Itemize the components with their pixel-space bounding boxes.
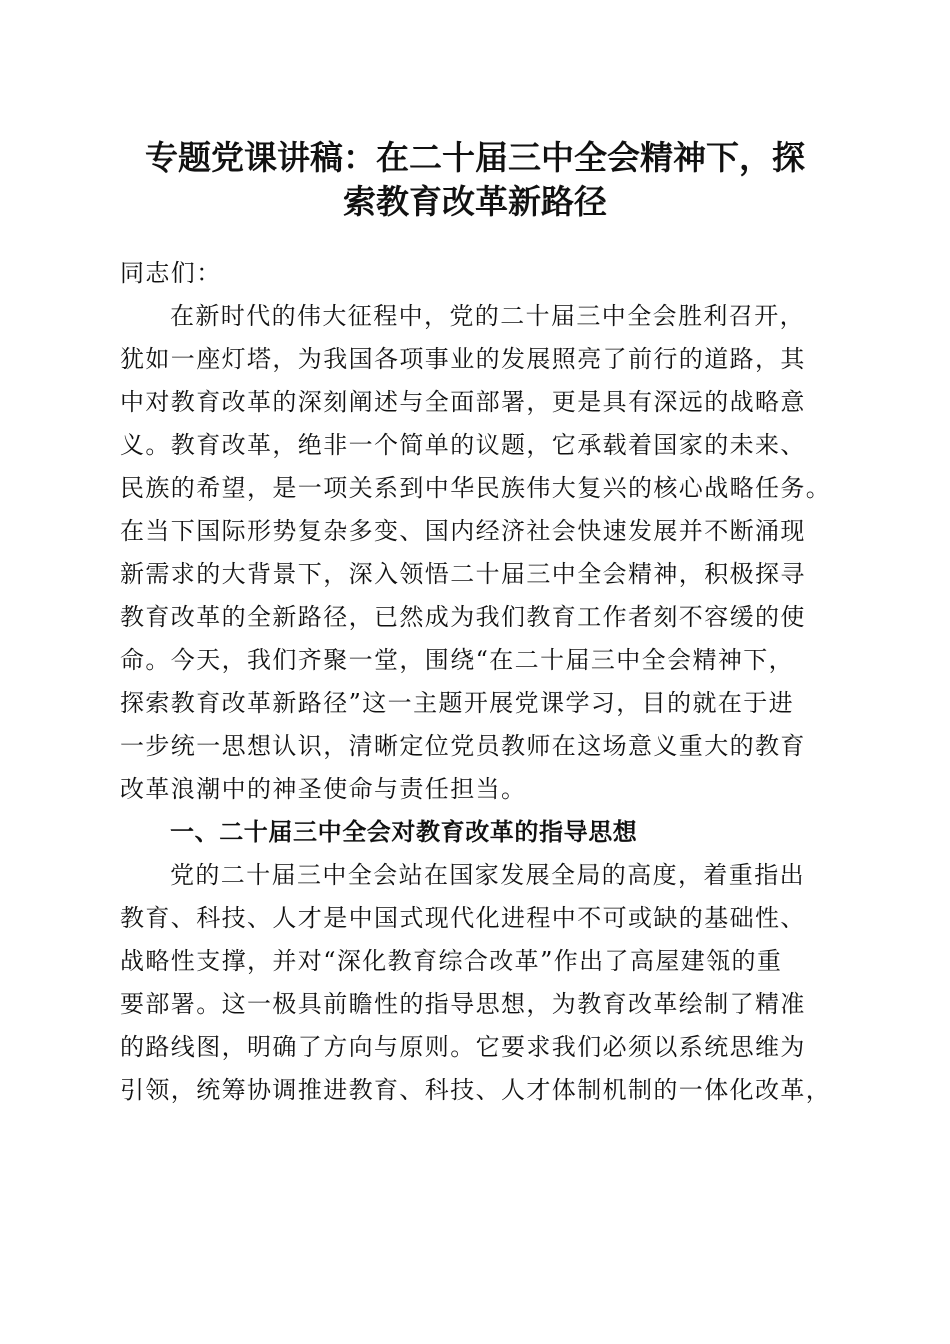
paragraph-line: 在新时代的伟大征程中，党的二十届三中全会胜利召开， [170,302,805,330]
paragraph-line: 改革浪潮中的神圣使命与责任担当。 [120,775,527,803]
document-title [100,136,850,224]
salutation: 同志们： [120,259,222,287]
paragraph-line: 犹如一座灯塔，为我国各项事业的发展照亮了前行的道路，其 [120,345,806,373]
paragraph-line: 中对教育改革的深刻阐述与全面部署，更是具有深远的战略意 [120,388,806,416]
paragraph-line: 民族的希望，是一项关系到中华民族伟大复兴的核心战略任务。 [120,474,832,502]
paragraph-line: 引领，统筹协调推进教育、科技、人才体制机制的一体化改革， [120,1076,832,1104]
paragraph-intro [120,295,832,811]
title-line: 索教育改革新路径 [343,182,607,221]
paragraph-line: 一步统一思想认识，清晰定位党员教师在这场意义重大的教育 [120,732,806,760]
paragraph-line: 义。教育改革，绝非一个简单的议题，它承载着国家的未来、 [120,431,806,459]
paragraph-line: 要部署。这一极具前瞻性的指导思想，为教育改革绘制了精准 [120,990,806,1018]
paragraph-section-1 [120,854,832,1112]
paragraph-line: 的路线图，明确了方向与原则。它要求我们必须以系统思维为 [120,1033,806,1061]
paragraph-line: 命。今天，我们齐聚一堂，围绕“在二十届三中全会精神下， [120,646,795,674]
document-body [120,252,832,1112]
paragraph-line: 新需求的大背景下，深入领悟二十届三中全会精神，积极探寻 [120,560,806,588]
paragraph-line: 在当下国际形势复杂多变、国内经济社会快速发展并不断涌现 [120,517,806,545]
paragraph-line: 教育改革的全新路径，已然成为我们教育工作者刻不容缓的使 [120,603,806,631]
paragraph-line: 教育、科技、人才是中国式现代化进程中不可或缺的基础性、 [120,904,806,932]
paragraph-line: 探索教育改革新路径”这一主题开展党课学习，目的就在于进 [120,689,795,717]
section-heading: 一、二十届三中全会对教育改革的指导思想 [170,818,638,846]
paragraph-line: 党的二十届三中全会站在国家发展全局的高度，着重指出 [170,861,805,889]
title-line: 专题党课讲稿：在二十届三中全会精神下，探 [145,138,805,177]
paragraph-line: 战略性支撑，并对“深化教育综合改革”作出了高屋建瓴的重 [120,947,783,975]
